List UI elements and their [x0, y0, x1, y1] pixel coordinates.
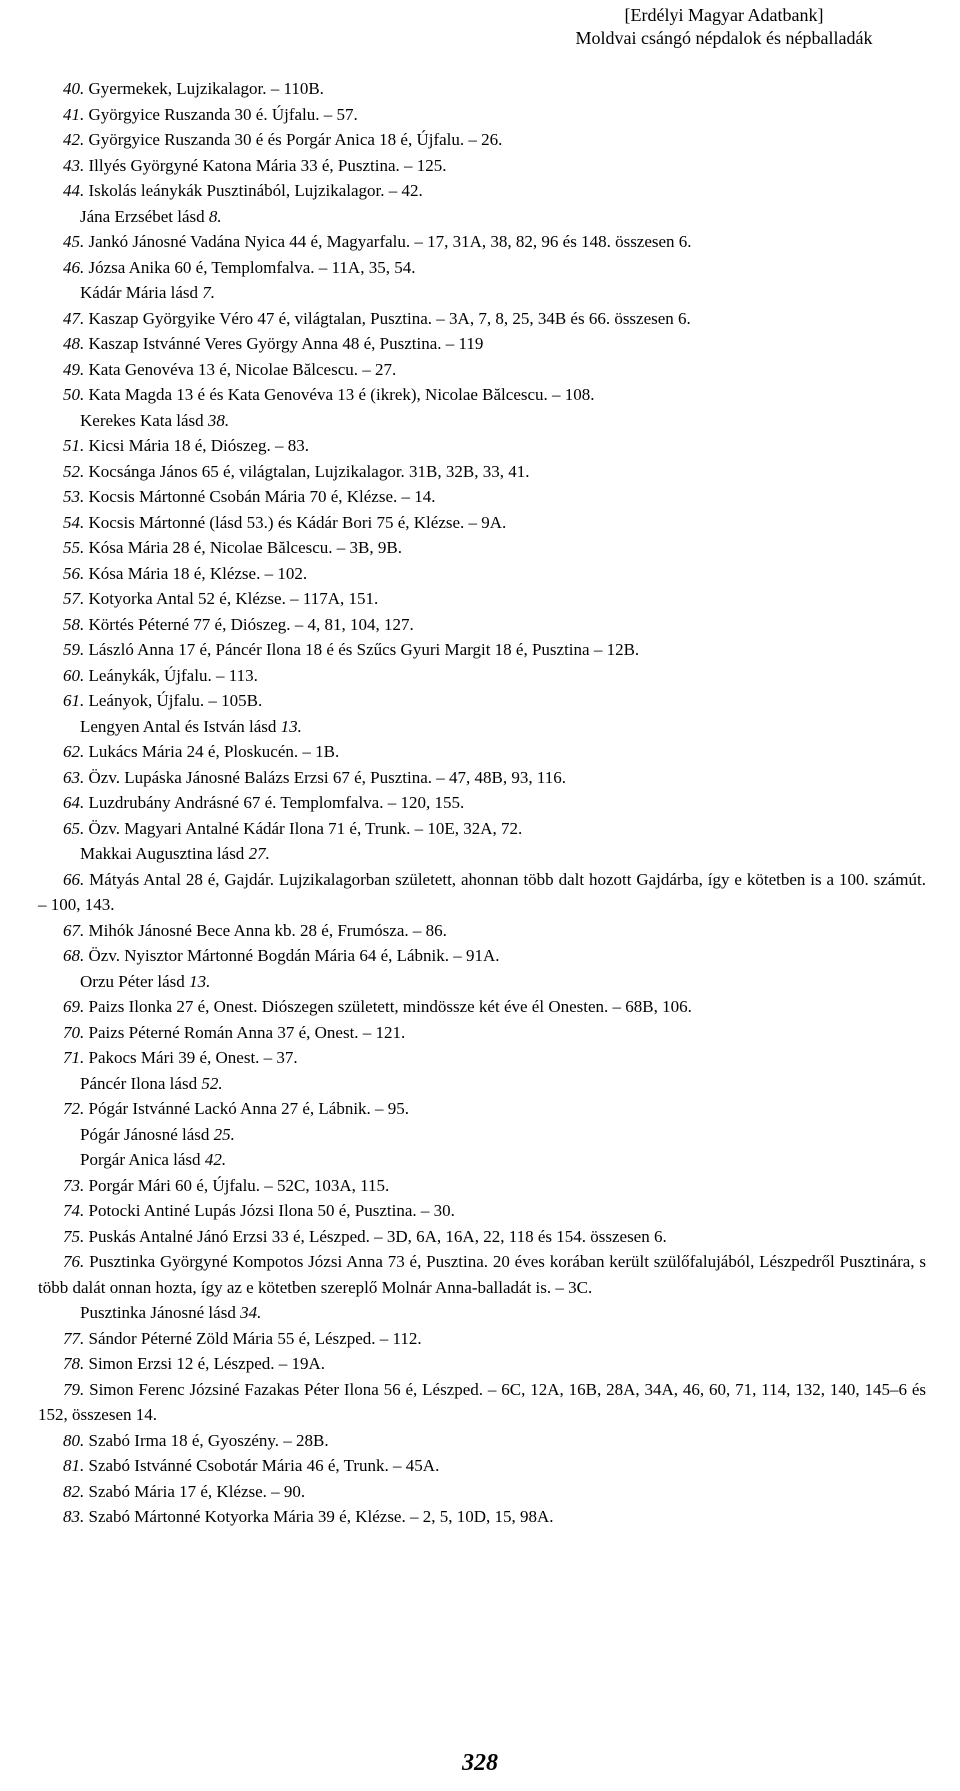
entry-text: Györgyice Ruszanda 30 é. Újfalu. – 57. [88, 104, 358, 124]
header-title: Moldvai csángó népdalok és népballadák [575, 28, 873, 48]
entry-number: 61. [63, 691, 85, 710]
cross-reference-text: Orzu Péter lásd [80, 971, 185, 991]
informant-entry [38, 127, 926, 153]
entry-number: 56. [63, 563, 85, 583]
informant-entry [38, 255, 926, 281]
entry-text: Kata Genovéva 13 é, Nicolae Bălcescu. – 27. [88, 359, 397, 379]
entry-number: 55. [63, 538, 85, 557]
entry-text: Simon Erzsi 12 é, Lészped. – 19A. [88, 1354, 326, 1373]
cross-reference-text: Pógár Jánosné lásd [80, 1124, 210, 1144]
entry-text: Kata Magda 13 é és Kata Genovéva 13 é (ikrek), Nicolae Bălcescu. – 108. [88, 385, 595, 404]
informant-entry [38, 1453, 926, 1479]
cross-reference-number: 13. [189, 971, 211, 991]
entry-number: 58. [63, 614, 85, 634]
entry-number: 67. [63, 920, 85, 940]
entry-number: 78. [63, 1354, 85, 1373]
entry-number: 45. [63, 232, 85, 251]
cross-reference-text: Lengyen Antal és István lásd [80, 716, 277, 736]
cross-reference-text: Kerekes Kata lásd [80, 410, 204, 430]
informant-entry [38, 994, 926, 1020]
entry-number: 57. [63, 589, 85, 608]
informant-entry [38, 1173, 926, 1199]
informant-entry [38, 153, 926, 179]
entry-text: Pakocs Mári 39 é, Onest. – 37. [88, 1048, 298, 1067]
informant-entry [38, 331, 926, 357]
entry-text: Porgár Mári 60 é, Újfalu. – 52C, 103A, 115. [88, 1175, 390, 1195]
informant-entry [38, 612, 926, 638]
informant-entry [38, 816, 926, 842]
entry-text: Paizs Péterné Román Anna 37 é, Onest. – 121. [88, 1022, 406, 1042]
entry-text: Kotyorka Antal 52 é, Klézse. – 117A, 151. [88, 589, 379, 608]
entry-number: 71. [63, 1048, 85, 1067]
cross-reference [38, 969, 926, 995]
cross-reference-number: 27. [248, 844, 270, 863]
entry-text: Kocsis Mártonné Csobán Mária 70 é, Klézse. – 14. [88, 487, 436, 506]
informant-entry [38, 229, 926, 255]
informant-entry [38, 561, 926, 587]
cross-reference [38, 714, 926, 740]
entry-text: Szabó Irma 18 é, Gyoszény. – 28B. [88, 1430, 329, 1450]
cross-reference-text: Makkai Augusztina lásd [80, 844, 245, 863]
cross-reference-number: 38. [207, 410, 230, 430]
cross-reference-number: 13. [280, 716, 302, 736]
entry-text: Györgyice Ruszanda 30 é és Porgár Anica 18 é, Újfalu. – 26. [88, 130, 503, 149]
entry-text: Szabó Mártonné Kotyorka Mária 39 é, Klézse. – 2, 5, 10D, 15, 98A. [88, 1507, 554, 1526]
entry-number: 49. [63, 359, 85, 379]
cross-reference [38, 280, 926, 306]
entry-number: 64. [63, 793, 85, 812]
entry-text: Gyermekek, Lujzikalagor. – 110B. [88, 79, 324, 98]
entry-text: Mihók Jánosné Bece Anna kb. 28 é, Frumósza. – 86. [88, 920, 447, 940]
entry-text: Jankó Jánosné Vadána Nyica 44 é, Magyarfalu. – 17, 31A, 38, 82, 96 és 148. összesen 6. [88, 232, 692, 251]
entry-number: 41. [63, 104, 85, 124]
cross-reference [38, 204, 926, 230]
entry-text: Puskás Antalné Jánó Erzsi 33 é, Lészped. – 3D, 6A, 16A, 22, 118 és 154. összesen 6. [88, 1226, 667, 1246]
informant-entry [38, 790, 926, 816]
cross-reference-number: 42. [204, 1150, 227, 1169]
informant-entry [38, 637, 926, 663]
informant-entry [38, 1198, 926, 1224]
cross-reference [38, 1122, 926, 1148]
entry-number: 79. [63, 1379, 85, 1399]
page-number: 328 [462, 1750, 498, 1776]
entry-text: Mátyás Antal 28 é, Gajdár. Lujzikalagorban született, ahonnan több dalt hozott Gajdárba, így e kötetben is a 100. számút. – 100, 143. [38, 869, 927, 914]
entry-text: Illyés Györgyné Katona Mária 33 é, Pusztina. – 125. [88, 155, 447, 175]
informant-entry [38, 459, 926, 485]
informant-entry [38, 688, 926, 714]
entry-text: Kósa Mária 18 é, Klézse. – 102. [88, 563, 308, 583]
cross-reference [38, 408, 926, 434]
entry-text: Szabó Mária 17 é, Klézse. – 90. [88, 1481, 306, 1501]
informant-entry [38, 1326, 926, 1352]
entry-number: 54. [63, 512, 85, 532]
entry-text: Iskolás leánykák Pusztinából, Lujzikalagor. – 42. [88, 181, 423, 200]
cross-reference [38, 1300, 926, 1326]
entry-number: 60. [63, 665, 85, 685]
entry-text: Szabó Istvánné Csobotár Mária 46 é, Trunk. – 45A. [88, 1456, 440, 1475]
cross-reference-number: 7. [202, 283, 216, 302]
entry-text: Kaszap Istvánné Veres György Anna 48 é, Pusztina. – 119 [88, 334, 484, 353]
entry-text: Leányok, Újfalu. – 105B. [88, 691, 263, 710]
entry-text: Kósa Mária 28 é, Nicolae Bălcescu. – 3B, 9B. [88, 538, 402, 557]
entry-number: 51. [63, 436, 85, 455]
entry-text: Pusztinka Györgyné Kompotos Józsi Anna 73 é, Pusztina. 20 éves korában került szülőfalujából, Lészpedről Pusztinára, s több dalát onnan hozta, így az e kötetben szereplő Molnár Anna-balladát is. – 3C. [38, 1252, 926, 1297]
entry-number: 73. [63, 1175, 85, 1195]
entry-text: László Anna 17 é, Páncér Ilona 18 é és Szűcs Gyuri Margit 18 é, Pusztina – 12B. [88, 640, 640, 659]
entry-number: 68. [63, 946, 85, 965]
entry-number: 52. [63, 461, 85, 481]
entry-number: 83. [63, 1507, 85, 1526]
entry-number: 59. [63, 640, 85, 659]
entry-number: 66. [63, 869, 85, 889]
entry-number: 40. [63, 79, 85, 98]
informant-entry [38, 178, 926, 204]
informant-entry [38, 1249, 926, 1300]
entry-number: 62. [63, 742, 85, 761]
informant-entry [38, 1351, 926, 1377]
entry-text: Józsa Anika 60 é, Templomfalva. – 11A, 35, 54. [88, 257, 416, 277]
entry-number: 42. [63, 130, 85, 149]
entry-number: 74. [63, 1201, 85, 1220]
informant-entry [38, 433, 926, 459]
informant-entry [38, 1504, 926, 1530]
informant-entry [38, 306, 926, 332]
cross-reference-number: 25. [213, 1124, 235, 1144]
entry-number: 81. [63, 1456, 85, 1475]
entry-number: 44. [63, 181, 85, 200]
page-header [524, 4, 924, 50]
informant-entry [38, 586, 926, 612]
informant-entry [38, 765, 926, 791]
informant-entry [38, 1428, 926, 1454]
cross-reference [38, 841, 926, 867]
cross-reference-number: 8. [208, 206, 222, 226]
entry-text: Kaszap Györgyike Véro 47 é, világtalan, Pusztina. – 3A, 7, 8, 25, 34B és 66. összesen 6. [88, 308, 691, 328]
entry-number: 48. [63, 334, 85, 353]
informant-entry [38, 739, 926, 765]
entry-number: 70. [63, 1022, 85, 1042]
informant-entry [38, 1020, 926, 1046]
cross-reference-number: 34. [240, 1303, 262, 1322]
entry-text: Sándor Péterné Zöld Mária 55 é, Lészped. – 112. [88, 1328, 422, 1348]
informant-entry [38, 357, 926, 383]
informant-entry [38, 102, 926, 128]
informant-entry [38, 76, 926, 102]
informant-entry [38, 943, 926, 969]
entry-text: Kocsánga János 65 é, világtalan, Lujzikalagor. 31B, 32B, 33, 41. [88, 461, 530, 481]
informant-entry [38, 1224, 926, 1250]
informant-entry [38, 382, 926, 408]
informant-entry [38, 1045, 926, 1071]
entry-text: Leánykák, Újfalu. – 113. [88, 665, 258, 685]
entry-number: 82. [63, 1481, 85, 1501]
entry-number: 46. [63, 257, 85, 277]
informant-list [38, 76, 926, 1530]
cross-reference-number: 52. [201, 1073, 223, 1093]
cross-reference-text: Páncér Ilona lásd [80, 1073, 198, 1093]
entry-text: Körtés Péterné 77 é, Diószeg. – 4, 81, 104, 127. [88, 614, 414, 634]
entry-text: Özv. Lupáska Jánosné Balázs Erzsi 67 é, Pusztina. – 47, 48B, 93, 116. [88, 767, 566, 787]
entry-number: 63. [63, 767, 85, 787]
entry-text: Lukács Mária 24 é, Ploskucén. – 1B. [88, 742, 340, 761]
informant-entry [38, 484, 926, 510]
cross-reference-text: Pusztinka Jánosné lásd [80, 1303, 236, 1322]
entry-number: 77. [63, 1328, 85, 1348]
entry-number: 65. [63, 818, 85, 838]
cross-reference-text: Porgár Anica lásd [80, 1150, 201, 1169]
entry-number: 72. [63, 1099, 85, 1118]
informant-entry [38, 1377, 926, 1428]
entry-text: Kicsi Mária 18 é, Diószeg. – 83. [88, 436, 309, 455]
informant-entry [38, 918, 926, 944]
cross-reference [38, 1071, 926, 1097]
informant-entry [38, 1479, 926, 1505]
entry-number: 43. [63, 155, 85, 175]
informant-entry [38, 535, 926, 561]
cross-reference-text: Jána Erzsébet lásd [80, 206, 205, 226]
entry-text: Luzdrubány Andrásné 67 é. Templomfalva. – 120, 155. [88, 793, 465, 812]
entry-number: 80. [63, 1430, 85, 1450]
informant-entry [38, 510, 926, 536]
cross-reference [38, 1147, 926, 1173]
header-source: [Erdélyi Magyar Adatbank] [624, 5, 824, 25]
informant-entry [38, 867, 926, 918]
entry-text: Paizs Ilonka 27 é, Onest. Diószegen született, mindössze két éve él Onesten. – 68B, 106. [88, 997, 692, 1016]
entry-number: 47. [63, 308, 85, 328]
entry-text: Özv. Magyari Antalné Kádár Ilona 71 é, Trunk. – 10E, 32A, 72. [88, 818, 523, 838]
entry-text: Potocki Antiné Lupás Józsi Ilona 50 é, Pusztina. – 30. [88, 1201, 455, 1220]
cross-reference-text: Kádár Mária lásd [80, 283, 199, 302]
entry-text: Pógár Istvánné Lackó Anna 27 é, Lábnik. – 95. [88, 1099, 410, 1118]
entry-number: 75. [63, 1226, 85, 1246]
entry-text: Kocsis Mártonné (lásd 53.) és Kádár Bori 75 é, Klézse. – 9A. [88, 512, 507, 532]
entry-number: 50. [63, 385, 85, 404]
entry-number: 53. [63, 487, 85, 506]
entry-number: 69. [63, 997, 85, 1016]
entry-text: Özv. Nyisztor Mártonné Bogdán Mária 64 é, Lábnik. – 91A. [88, 946, 500, 965]
informant-entry [38, 663, 926, 689]
entry-number: 76. [63, 1252, 85, 1271]
informant-entry [38, 1096, 926, 1122]
entry-text: Simon Ferenc Józsiné Fazakas Péter Ilona 56 é, Lészped. – 6C, 12A, 16B, 28A, 34A, 46, 60, 71, 114, 132, 140, 145–6 és 152, összesen 14. [38, 1379, 927, 1424]
